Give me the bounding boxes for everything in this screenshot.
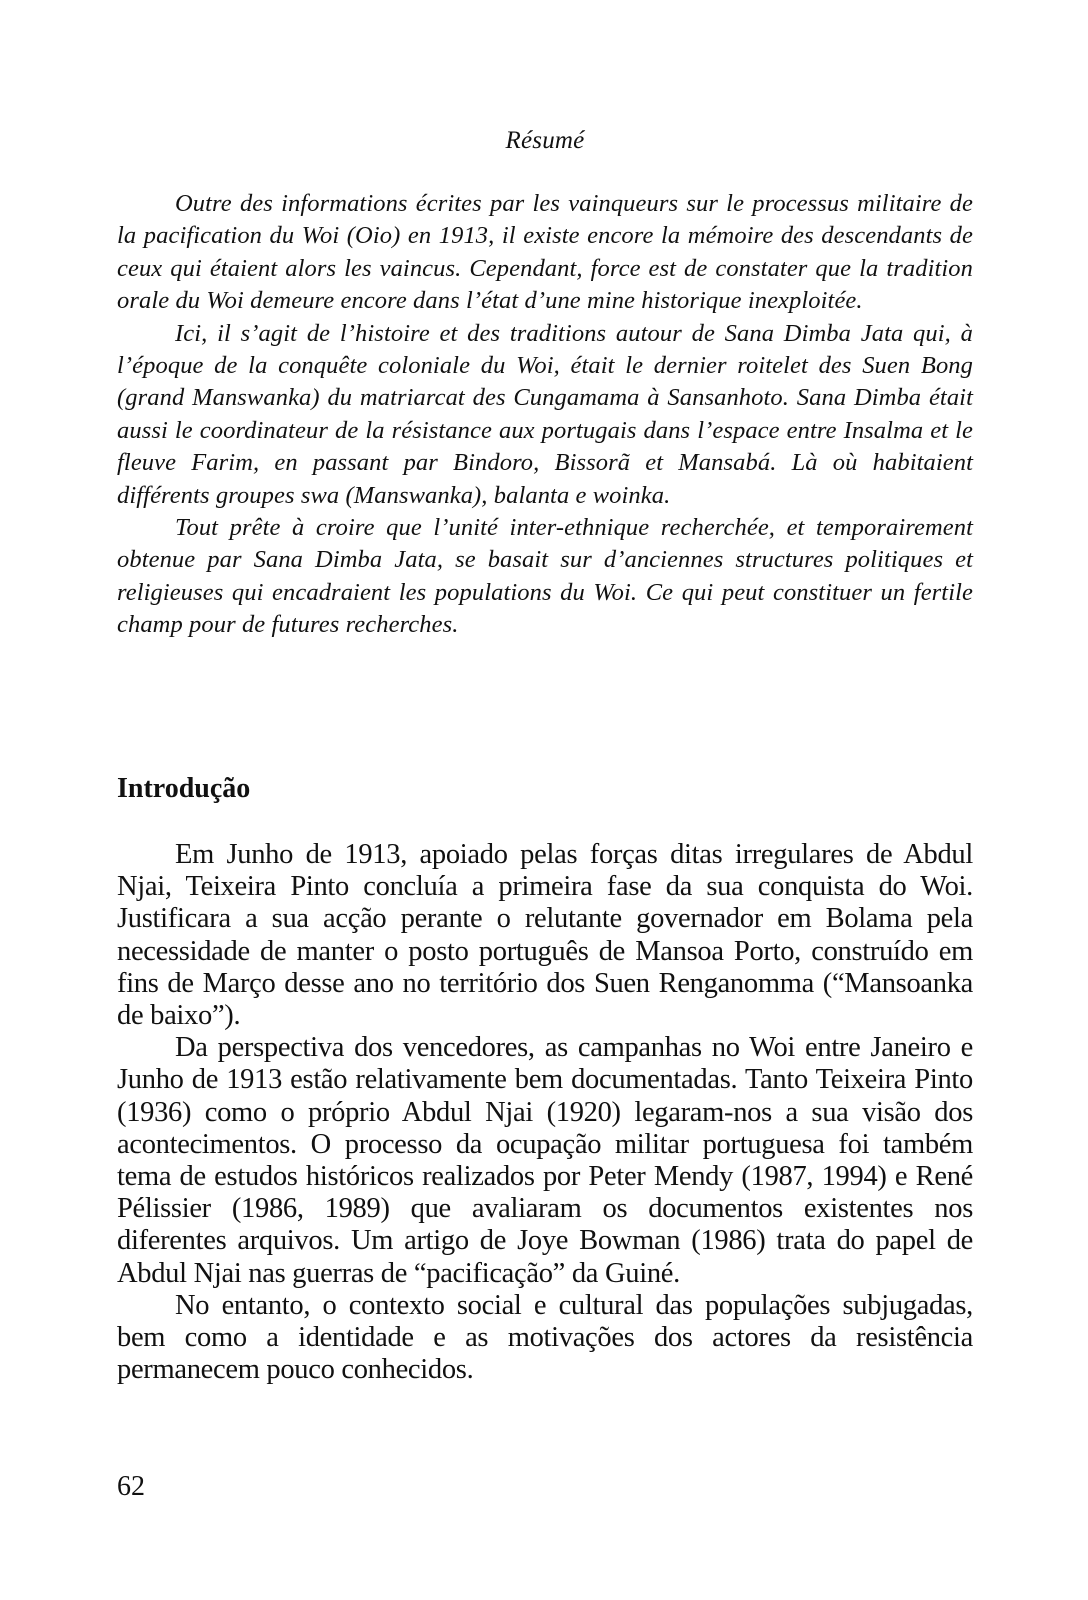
resume-paragraph: Tout prête à croire que l’unité inter-ethnique recherchée, et temporairement obtenue par Sana Dimba Jata, se basait sur d’anciennes structures politiques et religieuses qui encadraient les populations du Woi. Ce qui peut constituer un fertile champ pour de futures recherches. (117, 514, 973, 639)
body-paragraph: Da perspectiva dos vencedores, as campanhas no Woi entre Janeiro e Junho de 1913 estão relativamente bem documentadas. Tanto Teixeira Pinto (1936) como o próprio Abdul Njai (1920) legaram-nos a sua visão dos acontecimentos. O processo da ocupação militar portuguesa foi também tema de estudos históricos realizados por Peter Mendy (1987, 1994) e René Pélissier (1986, 1989) que avaliaram os documentos existentes nos diferentes arquivos. Um artigo de Joye Bowman (1986) trata do papel de Abdul Njai nas guerras de “pacificação” da Guiné. (117, 1032, 973, 1289)
resume-section (117, 188, 973, 642)
introducao-section (117, 839, 973, 1386)
page-number: 62 (117, 1471, 145, 1502)
resume-heading: Résumé (505, 127, 585, 154)
introducao-heading: Introdução (117, 773, 251, 804)
body-paragraph: Em Junho de 1913, apoiado pelas forças ditas irregulares de Abdul Njai, Teixeira Pinto concluía a primeira fase da sua conquista do Woi. Justificara a sua acção perante o relutante governador em Bolama pela necessidade de manter o posto português de Mansoa Porto, construído em fins de Março desse ano no território dos Suen Renganomma (“Mansoanka de baixo”). (117, 839, 973, 1032)
body-paragraph: No entanto, o contexto social e cultural das populações subjugadas, bem como a identidade e as motivações dos actores da resistência permanecem pouco conhecidos. (117, 1289, 973, 1386)
resume-paragraph: Ici, il s’agit de l’histoire et des traditions autour de Sana Dimba Jata qui, à l’époque de la conquête coloniale du Woi, était le dernier roitelet des Suen Bong (grand Manswanka) du matriarcat des Cungamama à Sansanhoto. Sana Dimba était aussi le coordinateur de la résistance aux portugais dans l’espace entre Insalma et le fleuve Farim, en passant par Bindoro, Bissorã et Mansabá. Là où habitaient différents groupes swa (Manswanka), balanta e woinka. (117, 319, 973, 509)
resume-paragraph: Outre des informations écrites par les vainqueurs sur le processus militaire de la pacification du Woi (Oio) en 1913, il existe encore la mémoire des descendants de ceux qui étaient alors les vaincus. Cependant, force est de constater que la tradition orale du Woi demeure encore dans l’état d’une mine historique inexploitée. (117, 190, 973, 315)
